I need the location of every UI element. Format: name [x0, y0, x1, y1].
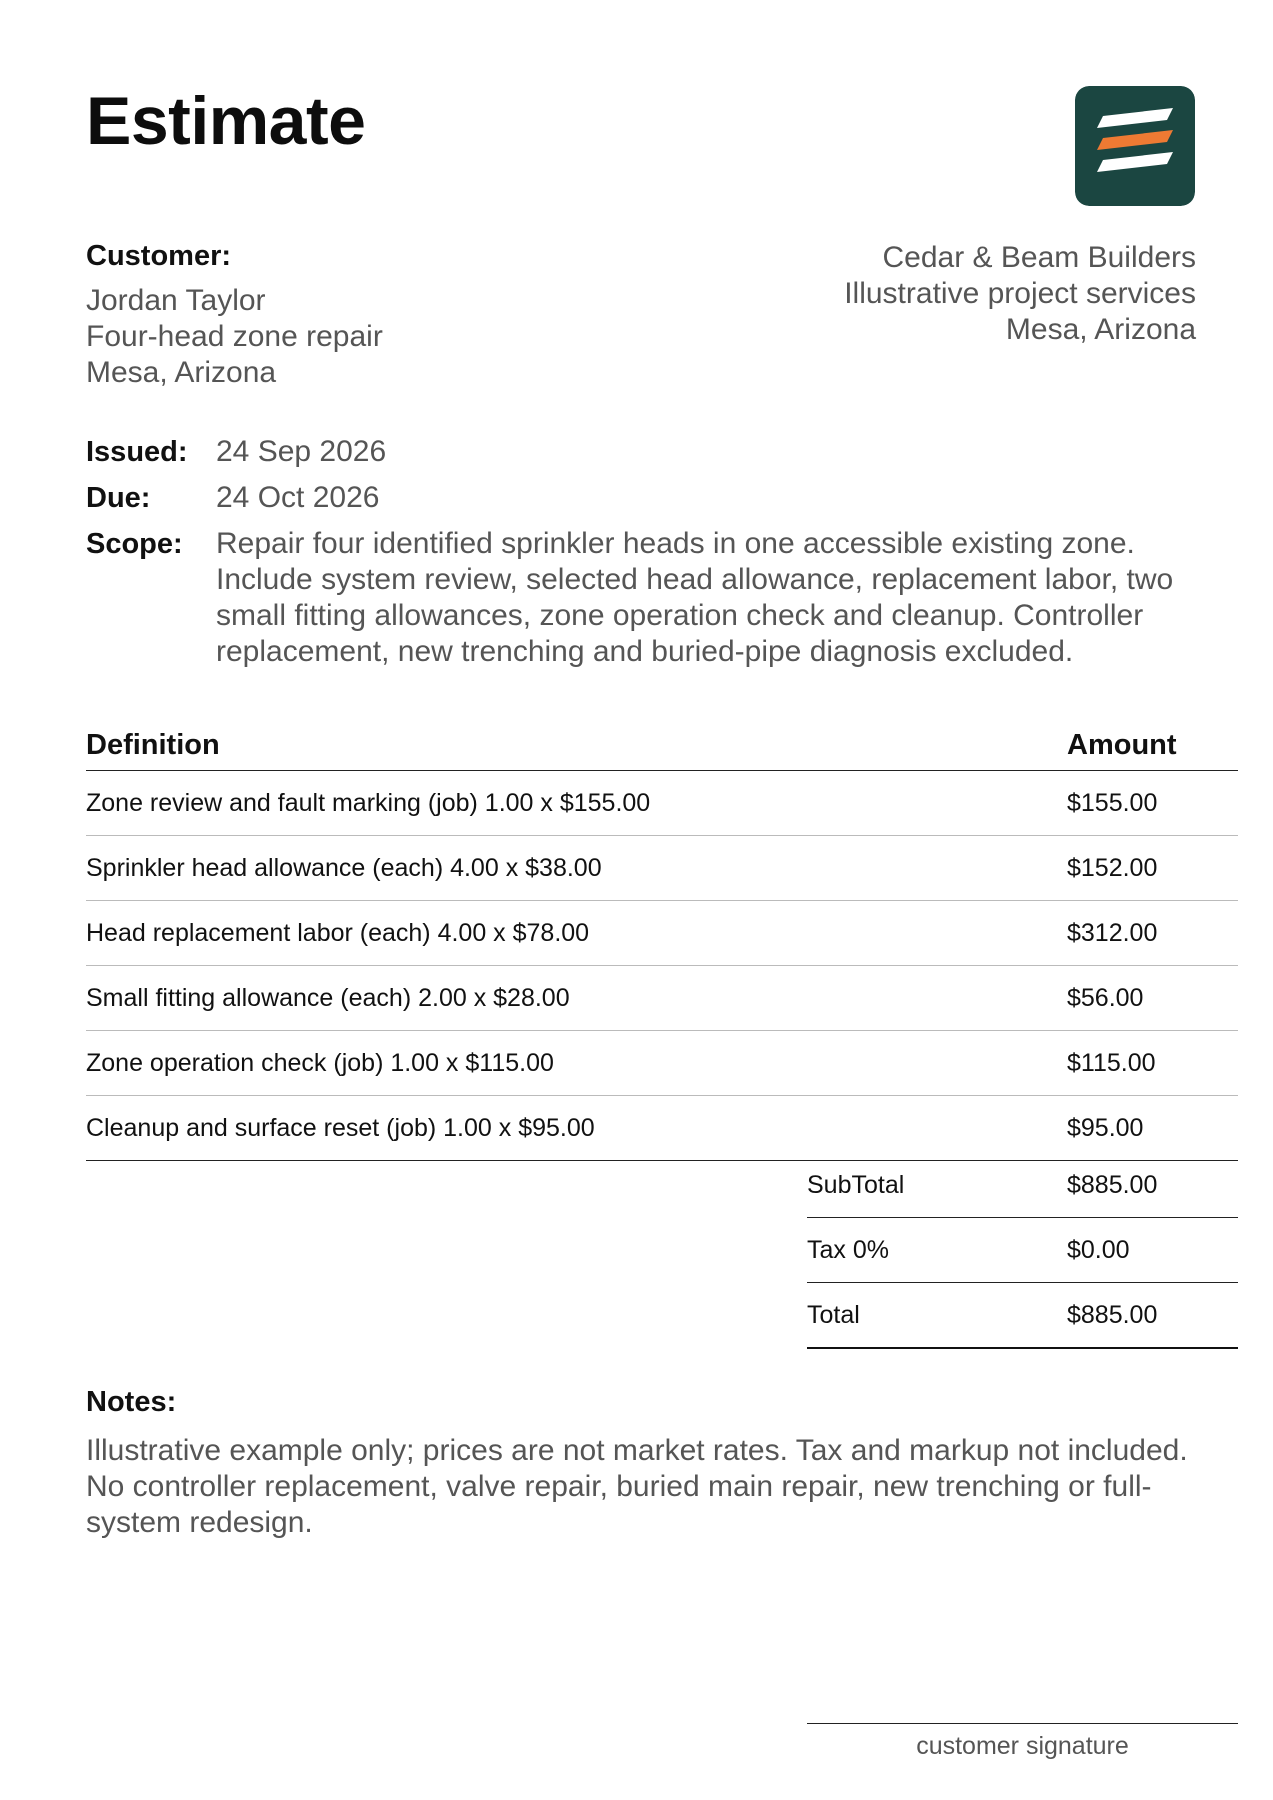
table-row [86, 836, 1238, 901]
customer-project: Four-head zone repair [86, 320, 383, 353]
item-description: Sprinkler head allowance (each) 4.00 x $38.00 [86, 853, 602, 882]
amount-header: Amount [1067, 729, 1177, 761]
item-description: Head replacement labor (each) 4.00 x $78.00 [86, 918, 590, 947]
company-name: Cedar & Beam Builders [882, 241, 1196, 274]
subtotal-value: $885.00 [1067, 1170, 1158, 1199]
subtotal-row [807, 1153, 1238, 1218]
notes-text: Illustrative example only; prices are not market rates. Tax and markup not included. No controller replacement, valve repair, buried main repair, new trenching or full-system redesign. [86, 1434, 1188, 1539]
issued-row [86, 434, 1216, 470]
line-items-table [86, 724, 1238, 1161]
customer-label: Customer: [86, 240, 232, 272]
estimate-meta [86, 434, 1216, 680]
notes-label: Notes: [86, 1386, 177, 1418]
company-block [844, 240, 1196, 348]
scope-label: Scope: [86, 528, 183, 560]
item-amount: $155.00 [1067, 788, 1158, 817]
item-amount: $56.00 [1067, 983, 1144, 1012]
document-title: Estimate [86, 83, 366, 159]
customer-block [86, 240, 383, 391]
item-description: Zone review and fault marking (job) 1.00 x $155.00 [86, 788, 651, 817]
notes-block [86, 1386, 1216, 1541]
item-amount: $95.00 [1067, 1113, 1144, 1142]
item-description: Small fitting allowance (each) 2.00 x $28.00 [86, 983, 570, 1012]
tax-label: Tax 0% [807, 1235, 889, 1264]
table-row [86, 966, 1238, 1031]
subtotal-label: SubTotal [807, 1170, 905, 1199]
item-description: Zone operation check (job) 1.00 x $115.00 [86, 1048, 554, 1077]
item-amount: $115.00 [1067, 1048, 1156, 1077]
scope-row [86, 526, 1216, 670]
total-label: Total [807, 1300, 860, 1329]
customer-name: Jordan Taylor [86, 284, 266, 317]
due-date: 24 Oct 2026 [216, 481, 380, 514]
company-location: Mesa, Arizona [1005, 313, 1196, 346]
table-header [86, 724, 1238, 771]
stacked-planks-logo-icon [1075, 86, 1195, 206]
customer-location: Mesa, Arizona [86, 356, 277, 389]
issued-label: Issued: [86, 436, 188, 468]
tax-value: $0.00 [1067, 1235, 1130, 1264]
total-row [807, 1283, 1238, 1349]
scope-text: Repair four identified sprinkler heads in one accessible existing zone. Include system review, selected head allowance, replacement labor, two small fitting allowances, zone operation check and cleanup. Controller replacement, new trenching and buried-pipe diagnosis excluded. [216, 527, 1174, 668]
table-row [86, 901, 1238, 966]
table-row [86, 1096, 1238, 1161]
issued-date: 24 Sep 2026 [216, 435, 387, 468]
totals-block [807, 1153, 1238, 1349]
total-value: $885.00 [1067, 1300, 1158, 1329]
item-description: Cleanup and surface reset (job) 1.00 x $95.00 [86, 1113, 595, 1142]
table-row [86, 1031, 1238, 1096]
due-row [86, 480, 1216, 516]
company-tagline: Illustrative project services [844, 277, 1196, 310]
table-row [86, 771, 1238, 836]
logo-background [1075, 86, 1195, 206]
tax-row [807, 1218, 1238, 1283]
item-amount: $152.00 [1067, 853, 1158, 882]
signature-line[interactable]: customer signature [807, 1723, 1238, 1761]
definition-header: Definition [86, 729, 220, 761]
due-label: Due: [86, 482, 151, 514]
item-amount: $312.00 [1067, 918, 1158, 947]
